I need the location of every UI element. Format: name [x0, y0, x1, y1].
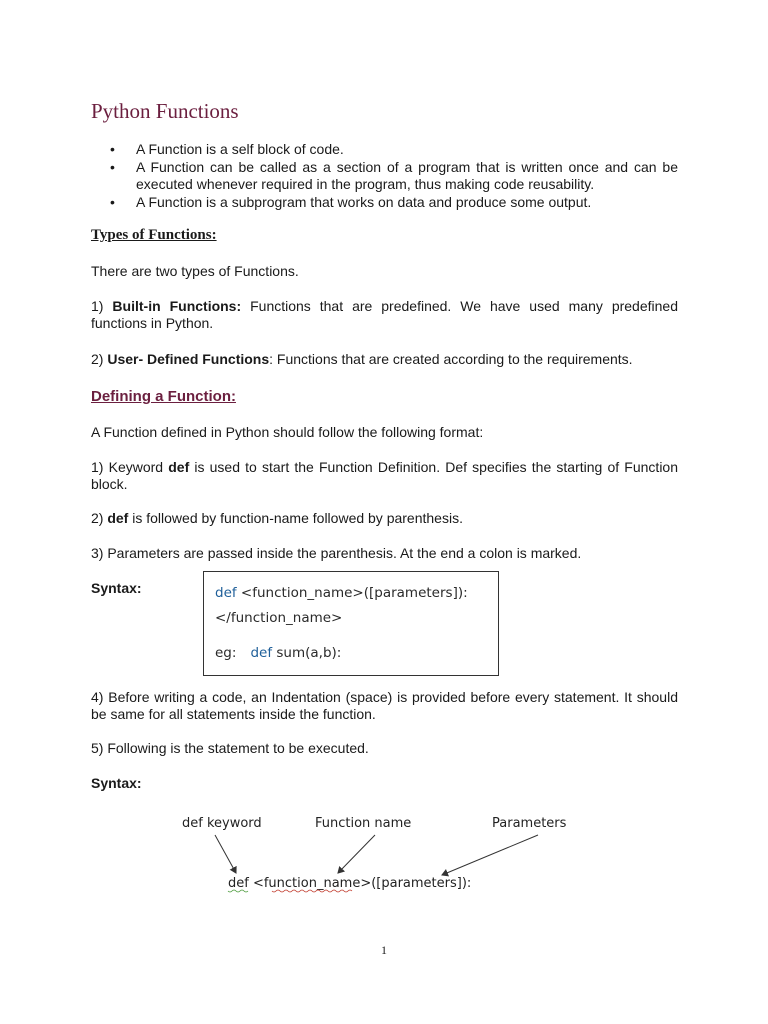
syntax-line-1: [215, 585, 468, 601]
page-title: Python Functions: [91, 99, 239, 123]
rule-5: 5) Following is the statement to be executed.: [91, 740, 369, 756]
arrow-name: [338, 835, 375, 873]
rule-3: 3) Parameters are passed inside the parenthesis. At the end a colon is marked.: [91, 545, 582, 561]
arrow-keyword: [215, 835, 236, 873]
list-item: • A Function is a subprogram that works on data and produce some output.: [110, 194, 678, 211]
rule-2-prefix: 2): [91, 510, 108, 526]
type-builtin: [91, 298, 678, 332]
type-user-term: User- Defined Functions: [107, 351, 270, 367]
rule-1-text: is used to start the Function Definition. Def specifies the starting of Function block.: [91, 459, 678, 492]
list-item: • A Function is a self block of code.: [110, 141, 678, 158]
rule-1: [91, 459, 678, 493]
example-label: eg:: [215, 645, 237, 661]
types-intro: There are two types of Functions.: [91, 263, 299, 279]
syntax-example: [215, 645, 341, 661]
rule-1-term: def: [168, 459, 190, 475]
defining-heading: Defining a Function:: [91, 388, 236, 405]
type-user-text: : Functions that are created according to the requirements.: [269, 351, 633, 367]
example-signature: sum(a,b):: [272, 645, 342, 661]
diagram-code: def <function_name>([parameters]):: [228, 876, 472, 891]
syntax-label-2: Syntax:: [91, 775, 142, 791]
syntax-label: Syntax:: [91, 580, 142, 596]
type-builtin-text: Functions that are predefined. We have used many predefined functions in Python.: [91, 298, 678, 331]
rule-1-prefix: 1) Keyword: [91, 459, 169, 475]
rule-2-term: def: [107, 510, 129, 526]
diagram-label-name: Function name: [315, 816, 412, 831]
diagram-label-params: Parameters: [492, 816, 567, 831]
types-heading: Types of Functions:: [91, 227, 217, 243]
rule-2: [91, 510, 678, 527]
type-user-defined: [91, 351, 678, 368]
type-user-prefix: 2): [91, 351, 108, 367]
list-item: • A Function can be called as a section of a program that is written once and can be executed whenever required in the program, thus making code reusability.: [110, 159, 678, 193]
syntax-signature: <function_name>([parameters]):: [236, 585, 468, 601]
syntax-line-2: </function_name>: [215, 610, 343, 626]
syntax-code-box: [203, 571, 499, 676]
type-builtin-prefix: 1): [91, 298, 113, 314]
intro-bullet-list: [110, 141, 678, 212]
type-builtin-term: Built-in Functions:: [112, 298, 242, 314]
syntax-def-keyword: def: [215, 585, 237, 601]
rule-2-text: is followed by function-name followed by parenthesis.: [128, 510, 463, 526]
example-def-keyword: def: [250, 645, 273, 661]
defining-intro: A Function defined in Python should follow the following format:: [91, 424, 484, 440]
function-syntax-diagram: [170, 805, 600, 900]
arrow-params: [442, 835, 538, 875]
page-number: 1: [381, 943, 387, 957]
rule-4: 4) Before writing a code, an Indentation (space) is provided before every statement. It should be same for all statements inside the function.: [91, 689, 678, 722]
diagram-label-keyword: def keyword: [182, 816, 262, 831]
